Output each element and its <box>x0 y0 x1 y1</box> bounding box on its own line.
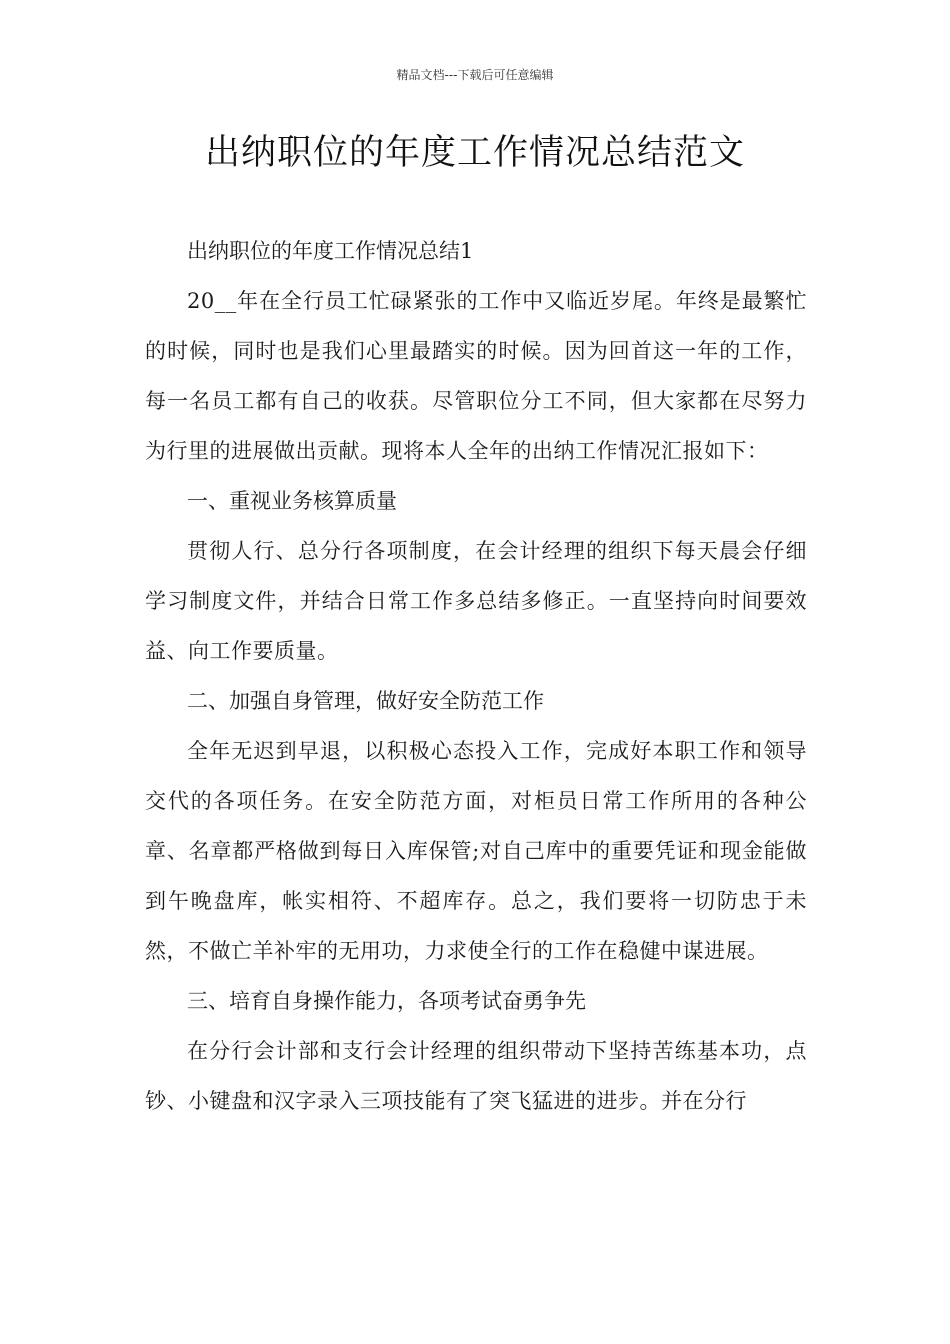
document-title: 出纳职位的年度工作情况总结范文 <box>204 133 745 173</box>
header-note: 精品文档---下载后可任意编辑 <box>396 68 554 82</box>
section-heading-2: 二、加强自身管理，做好安全防范工作 <box>187 689 544 713</box>
section-heading-3: 三、培育自身操作能力，各项考试奋勇争先 <box>187 989 586 1013</box>
section-heading-1: 一、重视业务核算质量 <box>187 489 397 513</box>
intro-paragraph: 20__年在全行员工忙碌紧张的工作中又临近岁尾。年终是最繁忙的时候，同时也是我们心里最踏实的时候。因为回首这一年的工作，每一名员工都有自己的收获。尽管职位分工不同，但大家都在尽努力为行里的进展做出贡献。现将本人全年的出纳工作情况汇报如下： <box>145 289 807 463</box>
section-body-2: 全年无迟到早退，以积极心态投入工作，完成好本职工作和领导交代的各项任务。在安全防范方面，对柜员日常工作所用的各种公章、名章都严格做到每日入库保管;对自己库中的重要凭证和现金能做到午晚盘库，帐实相符、不超库存。总之，我们要将一切防忠于未然，不做亡羊补牢的无用功，力求使全行的工作在稳健中谋进展。 <box>145 739 807 963</box>
document-body <box>145 226 807 1126</box>
section-body-3: 在分行会计部和支行会计经理的组织带动下坚持苦练基本功，点钞、小键盘和汉字录入三项技能有了突飞猛进的进步。并在分行 <box>145 1039 807 1113</box>
document-subtitle: 出纳职位的年度工作情况总结1 <box>187 239 474 263</box>
section-body-1: 贯彻人行、总分行各项制度，在会计经理的组织下每天晨会仔细学习制度文件，并结合日常工作多总结多修正。一直坚持向时间要效益、向工作要质量。 <box>145 539 807 663</box>
